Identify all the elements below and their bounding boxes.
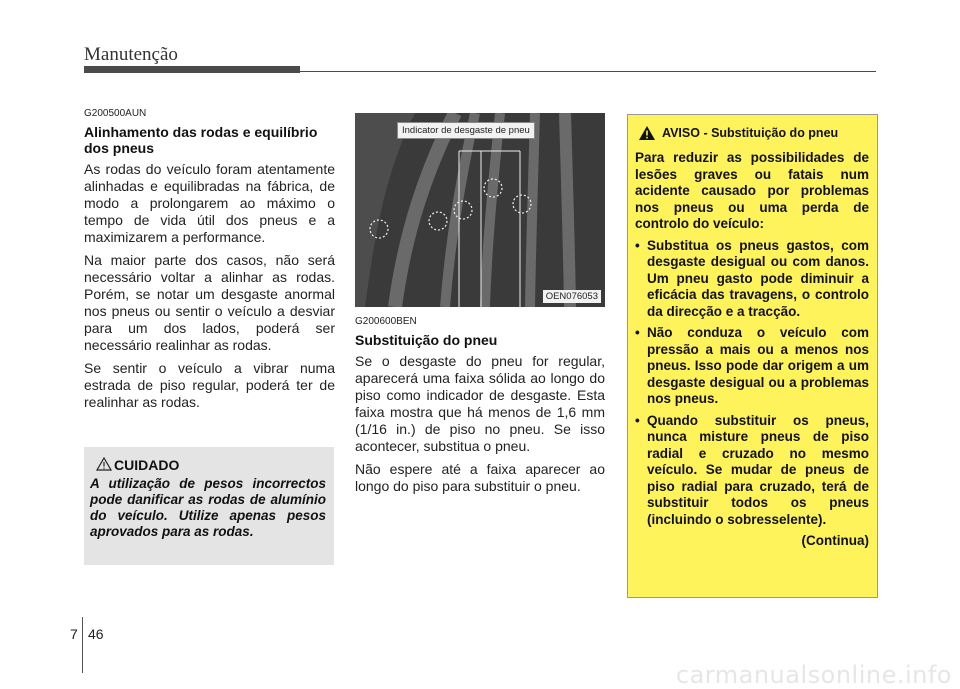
watermark: carmanualsonline.info	[675, 661, 952, 689]
warning-title: AVISO - Substituição do pneu	[662, 126, 839, 140]
tire-wear-image	[355, 113, 605, 307]
caution-text: A utilização de pesos incorrectos pode danificar as rodas de alumínio do veículo. Utilize apenas pesos aprovados para as rodas.	[90, 476, 326, 539]
chapter-number: 7	[70, 626, 78, 642]
paragraph: Não espere até a faixa aparecer ao longo do piso para substituir o pneu.	[355, 461, 605, 494]
warning-bullet	[635, 325, 869, 408]
header-bar	[84, 66, 300, 73]
bullet-icon: •	[635, 412, 640, 428]
section-heading: Alinhamento das rodas e equilíbrio dos pneus	[84, 124, 318, 156]
footer-divider	[82, 617, 83, 673]
section-code: G200600BEN	[355, 316, 417, 327]
paragraph: Se o desgaste do pneu for regular, aparecerá uma faixa sólida ao longo do piso como indicador de desgaste. Esta faixa mostra que há menos de 1,6 mm (1/16 in.) de piso no pneu. Se isso acontecer, substitua o pneu.	[355, 353, 605, 454]
caution-box	[84, 447, 334, 565]
alignment-section	[84, 108, 335, 417]
page-header-title: Manutenção	[84, 44, 178, 65]
warning-bullet	[635, 238, 869, 321]
warning-intro: Para reduzir as possibilidades de lesões graves ou fatais num acidente causado por problemas nos pneus ou uma perda de controlo do veículo:	[635, 150, 869, 231]
bullet-text: Quando substituir os pneus, nunca misture pneus de piso radial e cruzado no mesmo veículo. Se mudar de pneus de piso radial para cruzado, terá de substituir todos os pneus (incluindo o sobresselente).	[647, 412, 869, 527]
page-number: 46	[88, 626, 104, 642]
warning-box	[627, 114, 878, 598]
image-code: OEN076053	[543, 290, 601, 303]
bullet-icon: •	[635, 237, 640, 253]
warning-bullet	[635, 413, 869, 529]
header-line	[300, 71, 876, 72]
paragraph: Na maior parte dos casos, não será necessário voltar a alinhar as rodas. Porém, se notar um desgaste anormal nos pneus ou sentir o veículo a desviar para um dos lados, poderá ser necessário realinhar as rodas.	[84, 252, 335, 353]
wear-indicator-label: Indicator de desgaste de pneu	[397, 122, 535, 139]
paragraph: As rodas do veículo foram atentamente alinhadas e equilibradas na fábrica, de modo a prolongarem ao máximo o tempo de vida útil dos pneus e a maximizarem a performance.	[84, 161, 335, 245]
warning-icon	[638, 125, 656, 141]
section-code: G200500AUN	[84, 108, 147, 119]
section-heading: Substituição do pneu	[355, 332, 498, 348]
warning-body	[635, 150, 869, 550]
caution-title: CUIDADO	[114, 457, 180, 473]
bullet-text: Não conduza o veículo com pressão a mais ou a menos nos pneus. Isso pode dar origem a um desgaste desigual ou a problemas nos pneus.	[647, 325, 869, 406]
caution-icon	[96, 457, 112, 471]
tire-illustration	[355, 113, 605, 307]
continued-label: (Continua)	[801, 533, 869, 548]
paragraph: Se sentir o veículo a vibrar numa estrada de piso regular, poderá ter de realinhar as rodas.	[84, 360, 335, 410]
bullet-icon: •	[635, 325, 640, 340]
tire-replacement-section	[355, 316, 605, 501]
bullet-text: Substitua os pneus gastos, com desgaste desigual ou com danos. Um pneu gasto pode diminuir a eficácia das travagens, o controlo da direcção e a tracção.	[647, 237, 869, 319]
